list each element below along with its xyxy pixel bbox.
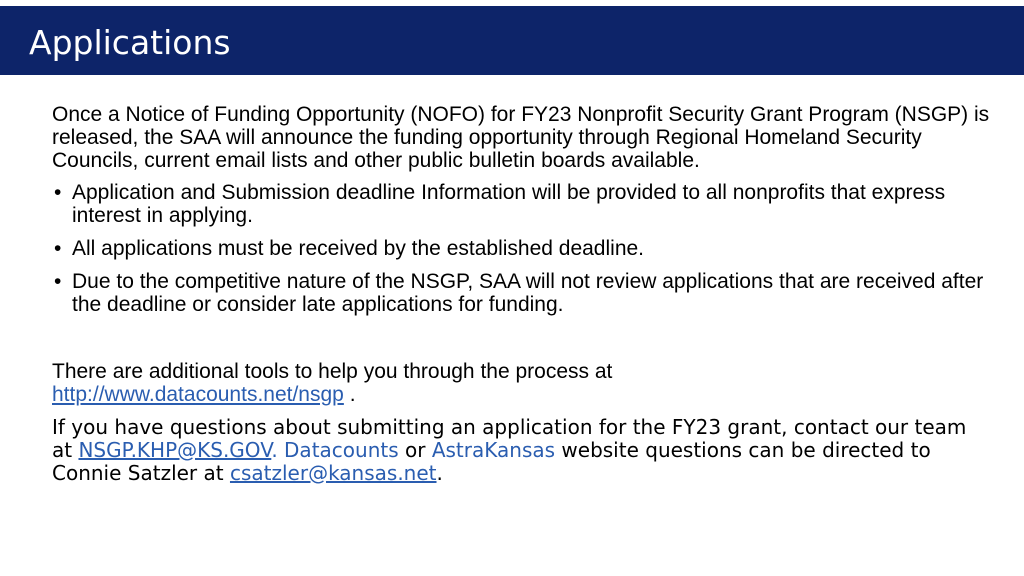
- bullet-item: [52, 270, 992, 316]
- bullet-item: [52, 181, 992, 227]
- bullet-icon: •: [54, 181, 62, 204]
- connie-email-link[interactable]: csatzler@kansas.net: [229, 461, 437, 485]
- tools-text: There are additional tools to help you through the process at: [52, 360, 613, 383]
- datacounts-link[interactable]: http://www.datacounts.net/nsgp: [52, 383, 344, 406]
- questions-paragraph: [52, 416, 992, 485]
- bullet-item: [52, 237, 992, 260]
- bullet-list: [52, 181, 992, 316]
- bullet-text: Due to the competitive nature of the NSGP, SAA will not review applications that are received after the deadline or consider late applications for funding.: [72, 270, 984, 316]
- questions-text-1: If you have questions about submitting an application for the FY23 grant, contact our team at: [52, 415, 967, 462]
- questions-dot: .: [271, 438, 278, 462]
- title-bar: [0, 6, 1024, 75]
- tools-block: [52, 360, 992, 406]
- bullet-icon: •: [54, 270, 62, 293]
- questions-end: .: [436, 461, 443, 485]
- tools-paragraph: [52, 360, 992, 406]
- bullet-text: Application and Submission deadline Information will be provided to all nonprofits that express interest in applying.: [72, 181, 946, 227]
- tools-after-link: .: [343, 383, 356, 406]
- nsgp-email-link[interactable]: NSGP.KHP@KS.GOV: [78, 438, 272, 462]
- slide-title: Applications: [29, 23, 231, 62]
- astrakansas-text: AstraKansas: [431, 438, 556, 462]
- questions-text-2: website questions can be directed to Connie Satzler at: [52, 438, 931, 485]
- questions-or: or: [398, 438, 432, 462]
- bullet-icon: •: [54, 237, 62, 260]
- intro-paragraph: Once a Notice of Funding Opportunity (NOFO) for FY23 Nonprofit Security Grant Program (NSGP) is released, the SAA will announce the funding opportunity through Regional Homeland Security Councils, current email lists and other public bulletin boards available.: [52, 103, 990, 172]
- slide-body: [52, 103, 992, 505]
- datacounts-text: Datacounts: [284, 438, 399, 462]
- bullet-text: All applications must be received by the established deadline.: [72, 237, 645, 260]
